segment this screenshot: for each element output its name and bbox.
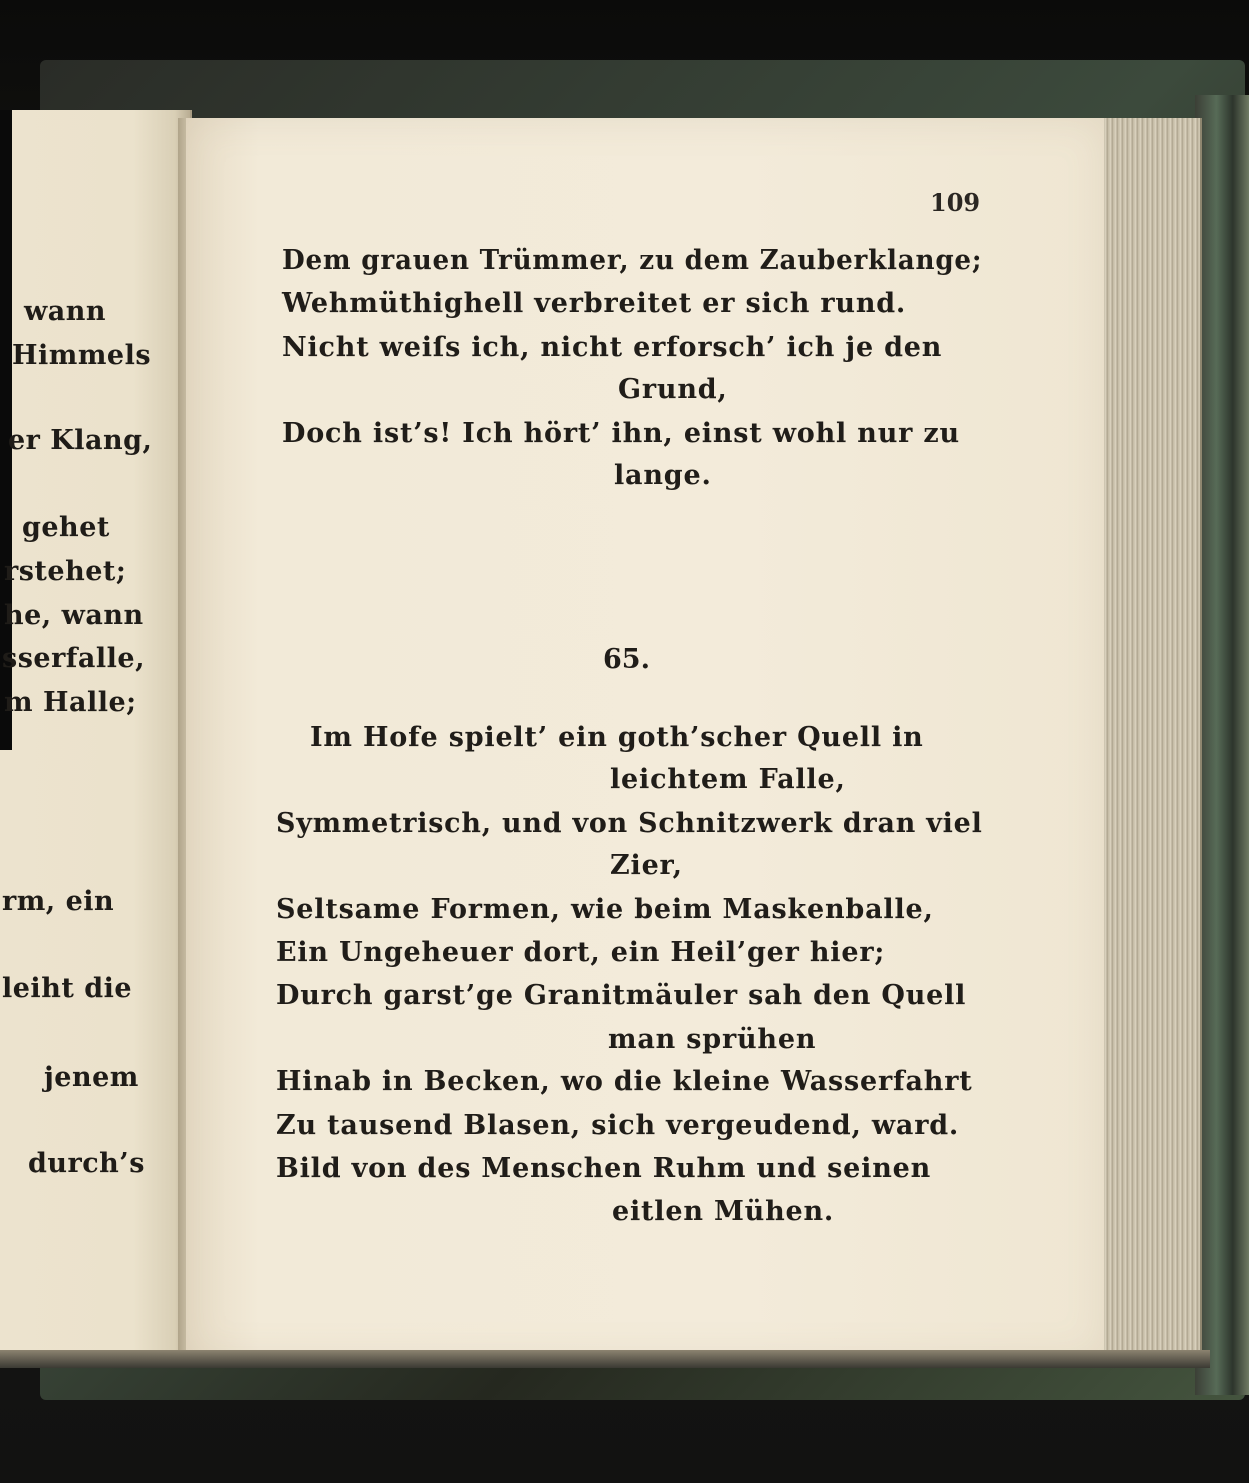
- poem-line: Zu tausend Blasen, sich vergeudend, ward.: [276, 1110, 960, 1141]
- left-fragment: Himmels: [12, 340, 152, 371]
- left-fragment: jenem: [44, 1062, 139, 1093]
- page-number: 109: [930, 188, 981, 217]
- left-fragment: rm, ein: [2, 886, 115, 917]
- left-fragment: gehet: [22, 512, 110, 543]
- poem-line: Ein Ungeheuer dort, ein Heil’ger hier;: [276, 937, 886, 968]
- book-bottom-edge: [0, 1350, 1210, 1368]
- poem-line-continuation: leichtem Falle,: [610, 764, 846, 795]
- left-fragment: rstehet;: [4, 556, 127, 587]
- poem-line: Doch ist’s! Ich hört’ ihn, einst wohl nur zu: [282, 418, 960, 449]
- poem-line: Seltsame Formen, wie beim Maskenballe,: [276, 894, 934, 925]
- poem-line-continuation: man sprühen: [608, 1024, 817, 1055]
- left-fragment: sserfalle,: [2, 643, 146, 674]
- left-fragment: wann: [24, 296, 106, 327]
- left-fragment: leiht die: [2, 973, 133, 1004]
- poem-line-continuation: eitlen Mühen.: [612, 1196, 835, 1227]
- poem-line: Symmetrisch, und von Schnitzwerk dran viel: [276, 808, 983, 839]
- poem-line-text: Dem grauen Trümmer, zu dem Zauberklange;: [282, 245, 983, 276]
- poem-line: Bild von des Menschen Ruhm und seinen: [276, 1153, 932, 1184]
- book-cover-edge: [1195, 95, 1249, 1395]
- poem-line: Durch garst’ge Granitmäuler sah den Quell: [276, 980, 967, 1011]
- poem-line-continuation: Grund,: [618, 374, 728, 405]
- poem-line: Nicht weiſs ich, nicht erforsch’ ich je den: [282, 332, 943, 363]
- poem-line: Wehmüthighell verbreitet er sich rund.: [282, 288, 907, 319]
- poem-line: Hinab in Becken, wo die kleine Wasserfahrt: [276, 1066, 973, 1097]
- left-fragment: durch’s: [28, 1148, 145, 1179]
- left-fragment: he, wann: [4, 600, 144, 631]
- left-fragment: m Halle;: [4, 687, 137, 718]
- left-fragment: er Klang,: [8, 425, 153, 456]
- page-edges: [1104, 118, 1202, 1363]
- stanza-number: 65.: [603, 644, 650, 675]
- poem-line: Im Hofe spielt’ ein goth’scher Quell in: [310, 722, 924, 753]
- poem-line-continuation: lange.: [614, 460, 712, 491]
- poem-line-continuation: Zier,: [610, 850, 683, 881]
- poem-line: [282, 245, 983, 276]
